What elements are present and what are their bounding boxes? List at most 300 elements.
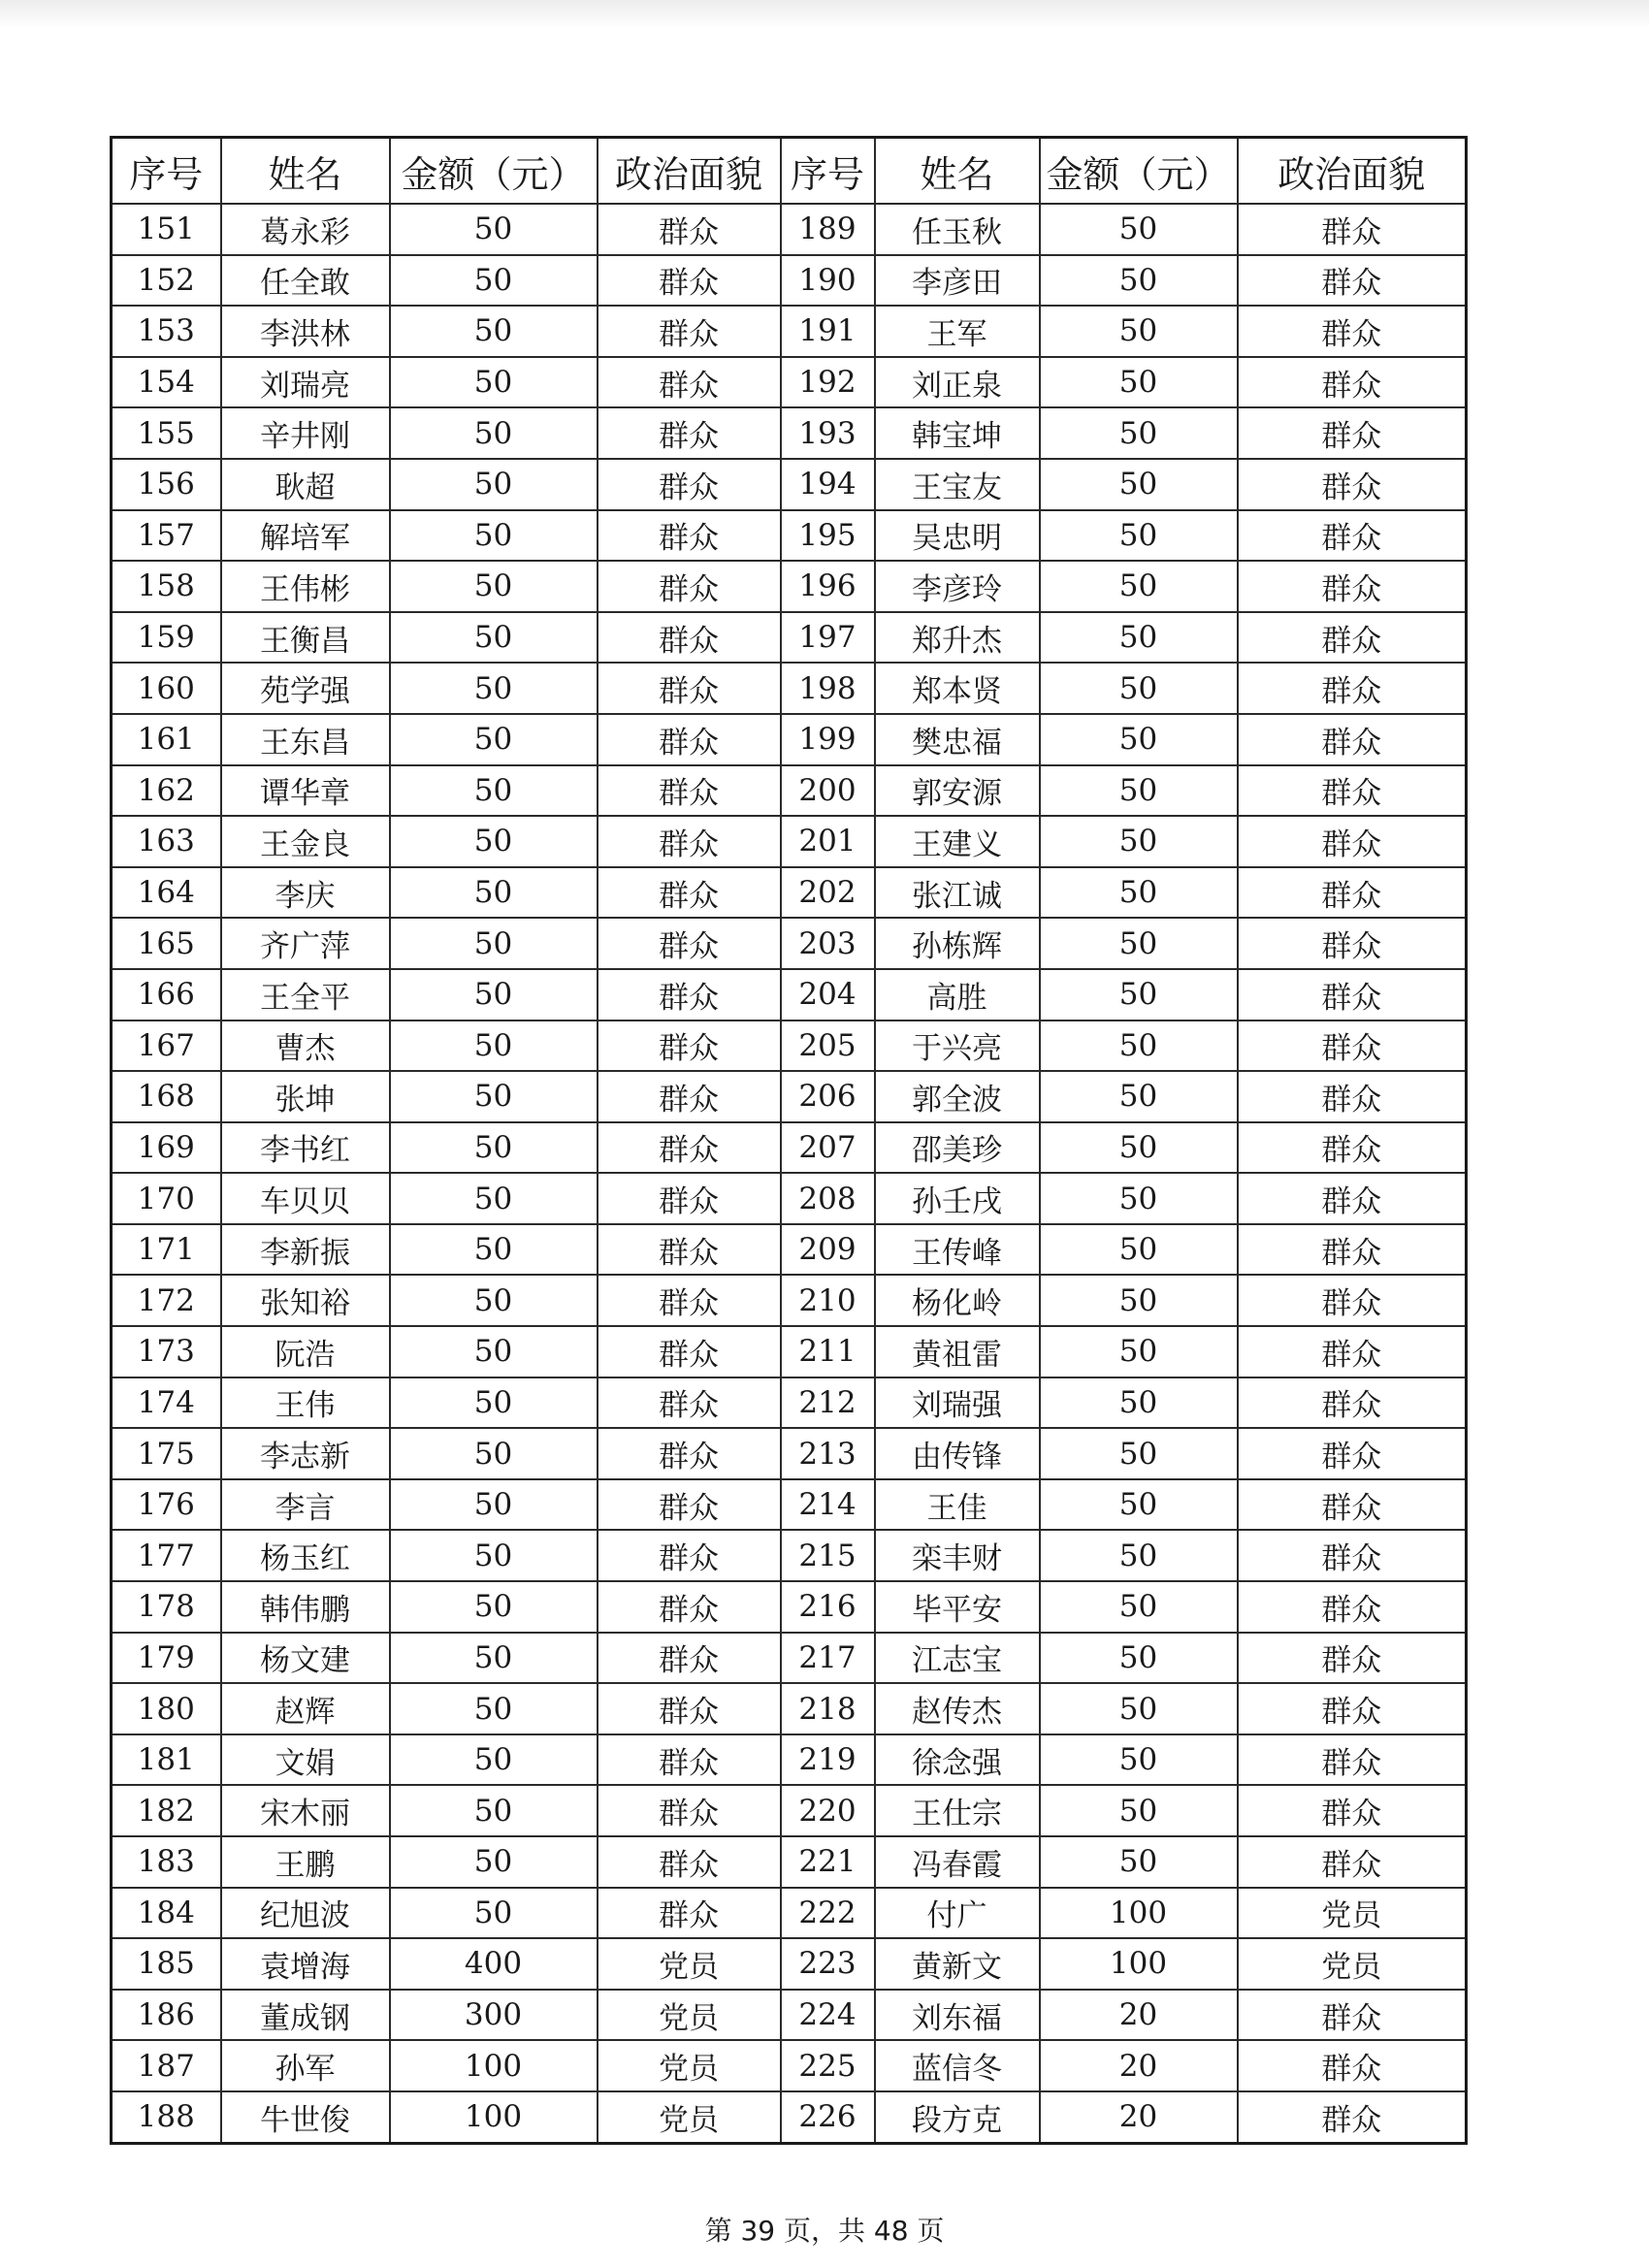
cell-name: 徐念强: [875, 1734, 1040, 1786]
cell-political-status: 群众: [598, 714, 781, 765]
cell-amount: 50: [390, 969, 598, 1021]
cell-political-status: 群众: [598, 561, 781, 612]
cell-political-status: 群众: [598, 1173, 781, 1224]
cell-political-status: 群众: [598, 510, 781, 562]
cell-amount: 50: [1040, 714, 1238, 765]
cell-name: 张知裕: [221, 1275, 390, 1326]
table-row: [112, 1071, 1467, 1122]
cell-name: 张坤: [221, 1071, 390, 1122]
cell-seq: 203: [781, 918, 875, 969]
cell-political-status: 群众: [1238, 714, 1467, 765]
cell-seq: 223: [781, 1938, 875, 1990]
cell-seq: 202: [781, 867, 875, 919]
cell-seq: 198: [781, 663, 875, 714]
cell-seq: 158: [112, 561, 221, 612]
cell-political-status: 群众: [598, 1377, 781, 1429]
cell-seq: 162: [112, 765, 221, 817]
table-row: [112, 306, 1467, 357]
cell-name: 李言: [221, 1479, 390, 1531]
cell-political-status: 党员: [598, 1938, 781, 1990]
table-row: [112, 867, 1467, 919]
cell-amount: 50: [1040, 1122, 1238, 1174]
cell-amount: 50: [1040, 765, 1238, 817]
table-row: [112, 1581, 1467, 1633]
cell-amount: 50: [1040, 1224, 1238, 1276]
cell-seq: 183: [112, 1836, 221, 1888]
cell-name: 李彦玲: [875, 561, 1040, 612]
cell-political-status: 群众: [1238, 306, 1467, 357]
table-row: [112, 1479, 1467, 1531]
cell-name: 辛井刚: [221, 407, 390, 459]
cell-name: 王军: [875, 306, 1040, 357]
cell-amount: 50: [1040, 1734, 1238, 1786]
cell-political-status: 群众: [1238, 2091, 1467, 2143]
table-row: [112, 1224, 1467, 1276]
cell-name: 李庆: [221, 867, 390, 919]
cell-name: 赵辉: [221, 1683, 390, 1734]
cell-political-status: 群众: [1238, 1071, 1467, 1122]
cell-name: 齐广萍: [221, 918, 390, 969]
cell-amount: 50: [1040, 1275, 1238, 1326]
cell-name: 段方克: [875, 2091, 1040, 2143]
table-row: [112, 1275, 1467, 1326]
cell-amount: 50: [390, 1428, 598, 1479]
cell-seq: 172: [112, 1275, 221, 1326]
table-row: [112, 1326, 1467, 1377]
cell-seq: 155: [112, 407, 221, 459]
cell-amount: 50: [390, 1785, 598, 1836]
cell-political-status: 群众: [1238, 1122, 1467, 1174]
cell-seq: 165: [112, 918, 221, 969]
cell-name: 苑学强: [221, 663, 390, 714]
cell-amount: 50: [390, 1326, 598, 1377]
cell-seq: 224: [781, 1990, 875, 2041]
cell-political-status: 党员: [598, 1990, 781, 2041]
cell-political-status: 群众: [598, 1428, 781, 1479]
cell-seq: 174: [112, 1377, 221, 1429]
cell-political-status: 群众: [1238, 867, 1467, 919]
cell-name: 郭全波: [875, 1071, 1040, 1122]
cell-amount: 50: [390, 357, 598, 408]
table-row: [112, 459, 1467, 510]
cell-name: 王伟彬: [221, 561, 390, 612]
cell-amount: 50: [1040, 867, 1238, 919]
cell-name: 栾丰财: [875, 1530, 1040, 1581]
cell-amount: 50: [390, 561, 598, 612]
cell-seq: 154: [112, 357, 221, 408]
cell-political-status: 群众: [1238, 459, 1467, 510]
cell-amount: 50: [1040, 612, 1238, 664]
cell-amount: 50: [390, 1581, 598, 1633]
cell-amount: 50: [390, 1377, 598, 1429]
cell-name: 李洪林: [221, 306, 390, 357]
cell-amount: 50: [1040, 1428, 1238, 1479]
cell-name: 董成钢: [221, 1990, 390, 2041]
cell-seq: 186: [112, 1990, 221, 2041]
cell-seq: 217: [781, 1633, 875, 1684]
cell-political-status: 群众: [598, 1479, 781, 1531]
cell-name: 孙壬戌: [875, 1173, 1040, 1224]
cell-amount: 50: [390, 1683, 598, 1734]
cell-political-status: 群众: [598, 407, 781, 459]
cell-political-status: 群众: [598, 1785, 781, 1836]
cell-political-status: 群众: [598, 306, 781, 357]
cell-name: 任玉秋: [875, 204, 1040, 255]
cell-name: 吴忠明: [875, 510, 1040, 562]
table-row: [112, 816, 1467, 867]
cell-seq: 156: [112, 459, 221, 510]
table-row: [112, 1734, 1467, 1786]
table-row: [112, 1990, 1467, 2041]
cell-amount: 300: [390, 1990, 598, 2041]
cell-amount: 100: [1040, 1888, 1238, 1939]
cell-political-status: 群众: [1238, 816, 1467, 867]
cell-amount: 50: [1040, 1633, 1238, 1684]
cell-name: 王金良: [221, 816, 390, 867]
cell-name: 王衡昌: [221, 612, 390, 664]
cell-seq: 170: [112, 1173, 221, 1224]
header-seq-right: 序号: [781, 138, 875, 205]
table-row: [112, 969, 1467, 1021]
cell-name: 王伟: [221, 1377, 390, 1429]
cell-name: 张江诚: [875, 867, 1040, 919]
cell-amount: 50: [1040, 1326, 1238, 1377]
cell-name: 车贝贝: [221, 1173, 390, 1224]
cell-amount: 50: [1040, 1479, 1238, 1531]
cell-political-status: 群众: [1238, 561, 1467, 612]
cell-amount: 50: [390, 1734, 598, 1786]
cell-amount: 50: [1040, 255, 1238, 307]
cell-amount: 50: [390, 867, 598, 919]
cell-political-status: 党员: [598, 2040, 781, 2091]
cell-name: 付广: [875, 1888, 1040, 1939]
cell-name: 刘瑞强: [875, 1377, 1040, 1429]
cell-political-status: 群众: [1238, 1990, 1467, 2041]
table-row: [112, 357, 1467, 408]
table-row: [112, 1888, 1467, 1939]
cell-amount: 50: [1040, 407, 1238, 459]
cell-seq: 176: [112, 1479, 221, 1531]
cell-seq: 194: [781, 459, 875, 510]
cell-seq: 196: [781, 561, 875, 612]
cell-amount: 50: [390, 407, 598, 459]
cell-political-status: 党员: [1238, 1888, 1467, 1939]
cell-name: 樊忠福: [875, 714, 1040, 765]
cell-political-status: 群众: [1238, 969, 1467, 1021]
cell-name: 阮浩: [221, 1326, 390, 1377]
cell-amount: 20: [1040, 2091, 1238, 2143]
cell-name: 江志宝: [875, 1633, 1040, 1684]
cell-political-status: 群众: [598, 867, 781, 919]
cell-seq: 153: [112, 306, 221, 357]
table-row: [112, 1785, 1467, 1836]
cell-political-status: 群众: [598, 816, 781, 867]
cell-seq: 151: [112, 204, 221, 255]
table-row: [112, 2091, 1467, 2143]
cell-amount: 50: [1040, 306, 1238, 357]
header-amount-right: 金额（元）: [1040, 138, 1238, 205]
cell-political-status: 群众: [598, 612, 781, 664]
cell-name: 毕平安: [875, 1581, 1040, 1633]
cell-political-status: 群众: [1238, 1377, 1467, 1429]
cell-name: 王鹏: [221, 1836, 390, 1888]
cell-name: 冯春霞: [875, 1836, 1040, 1888]
cell-name: 王东昌: [221, 714, 390, 765]
cell-seq: 192: [781, 357, 875, 408]
cell-amount: 50: [390, 816, 598, 867]
cell-name: 任全敢: [221, 255, 390, 307]
cell-name: 高胜: [875, 969, 1040, 1021]
table-row: [112, 1428, 1467, 1479]
cell-name: 王传峰: [875, 1224, 1040, 1276]
cell-name: 谭华章: [221, 765, 390, 817]
cell-political-status: 群众: [598, 1326, 781, 1377]
cell-seq: 169: [112, 1122, 221, 1174]
cell-political-status: 群众: [1238, 918, 1467, 969]
cell-amount: 50: [390, 459, 598, 510]
table-row: [112, 204, 1467, 255]
cell-seq: 184: [112, 1888, 221, 1939]
cell-amount: 50: [390, 663, 598, 714]
cell-seq: 190: [781, 255, 875, 307]
cell-amount: 50: [1040, 1581, 1238, 1633]
cell-political-status: 群众: [1238, 1326, 1467, 1377]
table-row: [112, 765, 1467, 817]
cell-seq: 216: [781, 1581, 875, 1633]
cell-seq: 180: [112, 1683, 221, 1734]
cell-amount: 50: [1040, 1785, 1238, 1836]
table-row: [112, 714, 1467, 765]
cell-amount: 50: [390, 1479, 598, 1531]
cell-political-status: 群众: [1238, 1633, 1467, 1684]
cell-political-status: 群众: [1238, 1224, 1467, 1276]
cell-political-status: 党员: [1238, 1938, 1467, 1990]
cell-political-status: 群众: [598, 969, 781, 1021]
table-row: [112, 612, 1467, 664]
cell-amount: 50: [1040, 561, 1238, 612]
cell-amount: 20: [1040, 1990, 1238, 2041]
cell-amount: 50: [390, 306, 598, 357]
table-row: [112, 663, 1467, 714]
cell-seq: 208: [781, 1173, 875, 1224]
cell-amount: 50: [390, 1530, 598, 1581]
cell-seq: 211: [781, 1326, 875, 1377]
cell-name: 刘东福: [875, 1990, 1040, 2041]
cell-amount: 50: [390, 1122, 598, 1174]
cell-political-status: 群众: [1238, 407, 1467, 459]
header-name-left: 姓名: [221, 138, 390, 205]
cell-political-status: 群众: [598, 1021, 781, 1072]
cell-name: 杨玉红: [221, 1530, 390, 1581]
cell-amount: 50: [390, 510, 598, 562]
cell-seq: 163: [112, 816, 221, 867]
cell-political-status: 群众: [1238, 1428, 1467, 1479]
cell-seq: 206: [781, 1071, 875, 1122]
cell-political-status: 群众: [1238, 1683, 1467, 1734]
cell-seq: 213: [781, 1428, 875, 1479]
table-row: [112, 1173, 1467, 1224]
cell-political-status: 群众: [1238, 510, 1467, 562]
cell-amount: 50: [390, 204, 598, 255]
cell-seq: 214: [781, 1479, 875, 1531]
cell-name: 纪旭波: [221, 1888, 390, 1939]
cell-amount: 50: [1040, 1377, 1238, 1429]
cell-political-status: 群众: [1238, 612, 1467, 664]
cell-seq: 219: [781, 1734, 875, 1786]
cell-name: 韩宝坤: [875, 407, 1040, 459]
cell-seq: 160: [112, 663, 221, 714]
cell-seq: 181: [112, 1734, 221, 1786]
cell-amount: 50: [1040, 1683, 1238, 1734]
cell-seq: 212: [781, 1377, 875, 1429]
cell-seq: 204: [781, 969, 875, 1021]
cell-political-status: 群众: [598, 1122, 781, 1174]
cell-political-status: 群众: [598, 357, 781, 408]
header-political-status-left: 政治面貌: [598, 138, 781, 205]
cell-seq: 205: [781, 1021, 875, 1072]
cell-amount: 50: [1040, 357, 1238, 408]
cell-seq: 171: [112, 1224, 221, 1276]
cell-name: 文娟: [221, 1734, 390, 1786]
cell-political-status: 群众: [598, 1836, 781, 1888]
cell-name: 李书红: [221, 1122, 390, 1174]
cell-political-status: 群众: [598, 1888, 781, 1939]
cell-amount: 50: [390, 1021, 598, 1072]
cell-seq: 182: [112, 1785, 221, 1836]
cell-seq: 226: [781, 2091, 875, 2143]
header-political-status-right: 政治面貌: [1238, 138, 1467, 205]
table-row: [112, 255, 1467, 307]
cell-seq: 209: [781, 1224, 875, 1276]
cell-amount: 50: [1040, 1173, 1238, 1224]
cell-political-status: 群众: [1238, 2040, 1467, 2091]
cell-amount: 50: [1040, 918, 1238, 969]
cell-name: 解培军: [221, 510, 390, 562]
cell-political-status: 群众: [598, 1683, 781, 1734]
cell-name: 李志新: [221, 1428, 390, 1479]
cell-political-status: 群众: [1238, 255, 1467, 307]
cell-amount: 100: [390, 2091, 598, 2143]
cell-seq: 152: [112, 255, 221, 307]
cell-amount: 20: [1040, 2040, 1238, 2091]
cell-political-status: 群众: [598, 204, 781, 255]
cell-seq: 189: [781, 204, 875, 255]
cell-amount: 50: [1040, 510, 1238, 562]
cell-political-status: 群众: [1238, 204, 1467, 255]
cell-seq: 185: [112, 1938, 221, 1990]
cell-name: 王宝友: [875, 459, 1040, 510]
cell-political-status: 群众: [1238, 1836, 1467, 1888]
cell-political-status: 群众: [1238, 357, 1467, 408]
cell-name: 宋木丽: [221, 1785, 390, 1836]
cell-seq: 220: [781, 1785, 875, 1836]
cell-name: 刘瑞亮: [221, 357, 390, 408]
cell-seq: 157: [112, 510, 221, 562]
table-row: [112, 1377, 1467, 1429]
cell-political-status: 群众: [598, 1275, 781, 1326]
cell-seq: 225: [781, 2040, 875, 2091]
cell-amount: 400: [390, 1938, 598, 1990]
table-row: [112, 1122, 1467, 1174]
cell-name: 孙军: [221, 2040, 390, 2091]
cell-seq: 187: [112, 2040, 221, 2091]
cell-name: 杨文建: [221, 1633, 390, 1684]
cell-amount: 50: [390, 612, 598, 664]
cell-seq: 199: [781, 714, 875, 765]
cell-amount: 100: [390, 2040, 598, 2091]
cell-seq: 161: [112, 714, 221, 765]
cell-seq: 166: [112, 969, 221, 1021]
cell-seq: 195: [781, 510, 875, 562]
cell-political-status: 群众: [1238, 1479, 1467, 1531]
cell-amount: 50: [390, 1633, 598, 1684]
cell-amount: 50: [390, 1173, 598, 1224]
cell-name: 王全平: [221, 969, 390, 1021]
cell-amount: 50: [1040, 204, 1238, 255]
cell-seq: 221: [781, 1836, 875, 1888]
cell-seq: 175: [112, 1428, 221, 1479]
cell-political-status: 群众: [598, 663, 781, 714]
cell-seq: 197: [781, 612, 875, 664]
cell-political-status: 群众: [1238, 1173, 1467, 1224]
cell-amount: 50: [390, 714, 598, 765]
page-footer: 第 39 页，共 48 页: [704, 2215, 945, 2247]
header-amount-left: 金额（元）: [390, 138, 598, 205]
cell-seq: 218: [781, 1683, 875, 1734]
cell-political-status: 群众: [1238, 1530, 1467, 1581]
cell-political-status: 群众: [1238, 1734, 1467, 1786]
cell-amount: 50: [390, 918, 598, 969]
cell-political-status: 群众: [598, 918, 781, 969]
cell-amount: 50: [1040, 663, 1238, 714]
cell-political-status: 群众: [1238, 765, 1467, 817]
cell-name: 孙栋辉: [875, 918, 1040, 969]
cell-political-status: 群众: [598, 1530, 781, 1581]
table-row: [112, 1633, 1467, 1684]
cell-political-status: 群众: [598, 765, 781, 817]
table-row: [112, 1683, 1467, 1734]
cell-seq: 222: [781, 1888, 875, 1939]
cell-name: 王佳: [875, 1479, 1040, 1531]
cell-name: 牛世俊: [221, 2091, 390, 2143]
cell-name: 蓝信冬: [875, 2040, 1040, 2091]
cell-seq: 210: [781, 1275, 875, 1326]
table-row: [112, 561, 1467, 612]
table-row: [112, 407, 1467, 459]
table-row: [112, 1021, 1467, 1072]
table-row: [112, 918, 1467, 969]
cell-amount: 100: [1040, 1938, 1238, 1990]
cell-name: 于兴亮: [875, 1021, 1040, 1072]
cell-amount: 50: [1040, 1071, 1238, 1122]
table-row: [112, 1938, 1467, 1990]
header-name-right: 姓名: [875, 138, 1040, 205]
cell-name: 曹杰: [221, 1021, 390, 1072]
table-row: [112, 510, 1467, 562]
cell-seq: 159: [112, 612, 221, 664]
table-row: [112, 1836, 1467, 1888]
cell-name: 袁增海: [221, 1938, 390, 1990]
cell-amount: 50: [1040, 816, 1238, 867]
cell-amount: 50: [390, 1836, 598, 1888]
cell-name: 郑升杰: [875, 612, 1040, 664]
cell-seq: 173: [112, 1326, 221, 1377]
cell-amount: 50: [390, 1275, 598, 1326]
cell-seq: 193: [781, 407, 875, 459]
cell-seq: 215: [781, 1530, 875, 1581]
cell-name: 邵美珍: [875, 1122, 1040, 1174]
cell-political-status: 党员: [598, 2091, 781, 2143]
